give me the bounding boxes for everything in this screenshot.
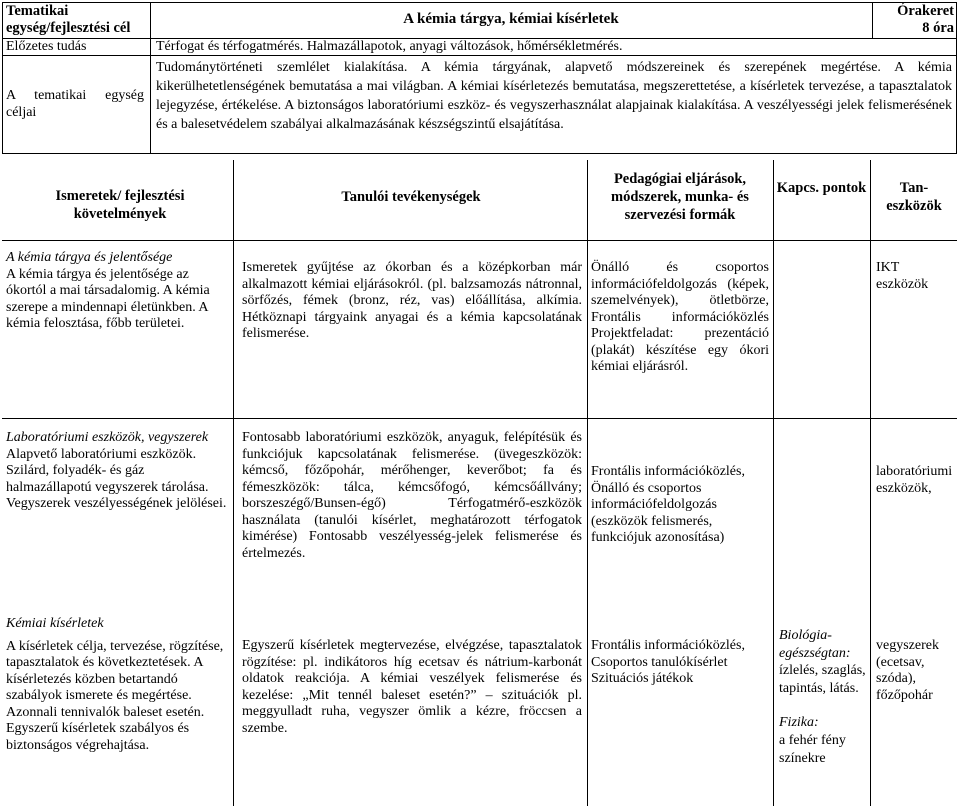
row3-knowledge-text: A kísérletek célja, tervezése, rögzítése, tapasztalatok és következtetések. A kísérletezés közben betartandó szabályok ismerete és megértése. Azonnali tennivalók baleset esetén. Egyszerű kísérletek szabályos és biztonságos végrehajtása. — [6, 638, 224, 753]
row3-methods: Frontális információközlés, Csoportos tanulókísérlet Szituációs játékok — [591, 638, 745, 686]
row3-title: Kémiai kísérletek — [6, 616, 104, 631]
row3-links — [779, 627, 867, 767]
col-divider-c — [773, 160, 774, 806]
right-border — [956, 2, 957, 154]
row1-bottom — [2, 418, 957, 419]
prior-label: Előzetes tudás — [6, 39, 87, 54]
row-divider-3 — [2, 153, 957, 154]
row3-activities: Egyszerű kísérletek megtervezése, elvégzése, tapasztalatok rögzítése: pl. indikátoros híg ecetsav és nátrium-karbonát oldatok reakciója. A kémiai veszélyek felismerése és kezelése: „Mit tennél baleset esetén?” – szituációk pl. meggyulladt ruha, vegyszer ömlik a kézre, fröccsen a szembe. — [242, 638, 582, 736]
col-header-activities: Tanulói tevékenységek — [341, 189, 481, 205]
row2-methods: Frontális információközlés, Önálló és csoportos információfeldolgozás (eszközök felismerés, funkciójuk azonosítása) — [591, 464, 745, 545]
row1-tools: IKT eszközök — [876, 260, 929, 292]
row1-knowledge — [6, 250, 231, 333]
row2-activities: Fontosabb laboratóriumi eszközök, anyaguk, felépítésük és funkciójuk kapcsolatának felismerése. (üvegeszközök: kémcső, főzőpohár, mérőhenger, keverőbot; fa és fémeszközök: tálca, kémcsőfogó, kémcsőállvány; borszeszégő/Bunsen-égő) Térfogatmérő-eszközök használata (tanulói kísérlet, meghatározott térfogatok kimérése) Fontosabb veszélyesség-jelek felismerése és értelmezés. — [242, 430, 582, 561]
left-border — [2, 2, 3, 154]
links-fiz-label: Fizika: — [779, 715, 819, 731]
row1-activities: Ismeretek gyűjtése az ókorban és a középkorban már alkalmazott kémiai eljárásokról. (pl. balzsamozás nátronnal, sörfőzés, fémek (bronz, réz, vas) előállítása, alkímia. Hétköznapi tárgyaink anyagai és a kémia kapcsolatának felismerése. — [242, 260, 582, 341]
goals-text: Tudománytörténeti szemlélet kialakítása. A kémia tárgyának, alapvető módszereinek és szerepének megértése. A kémia kikerülhetetlenségének bemutatása a mai világban. A kémiai kísérletezés bemutatása, megszerettetése, a kísérletek tervezése, a tapasztalatok lejegyzése, értékelése. A biztonságos laboratóriumi eszköz- és vegyszerhasználat alapjainak kialakítása. A veszélyességi jelek felismerésének és a balesetvédelem szabályai alkalmazásának készségszintű elsajátítása. — [156, 60, 952, 132]
row3-knowledge — [6, 616, 231, 754]
row1-methods: Önálló és csoportos információfeldolgozás (képek, szemelvények), ötletbörze, Frontális információközlés Projektfeladat: prezentáció (plakát) készítése egy ókori kémiai eljárásról. — [591, 260, 769, 374]
unit-title: A kémia tárgya, kémiai kísérletek — [403, 11, 619, 27]
row2-title: Laboratóriumi eszközök, vegyszerek — [6, 430, 209, 445]
prior-text: Térfogat és térfogatmérés. Halmazállapotok, anyagi változások, hőmérsékletmérés. — [156, 39, 623, 54]
row2-tools: laboratóriumi eszközök, — [876, 464, 953, 496]
hours-label: Órakeret — [897, 3, 954, 19]
col-header-links: Kapcs. pontok — [776, 180, 867, 196]
row3-tools: vegyszerek (ecetsav, szóda), főzőpohár — [876, 638, 939, 703]
col-divider-d — [870, 160, 871, 806]
header-row-bottom — [2, 240, 957, 241]
hours-value: 8 óra — [922, 20, 954, 36]
links-bio-label: Biológia-egészségtan: — [779, 628, 851, 661]
col-header-knowledge: Ismeretek/ fejlesztési követelmények — [55, 188, 185, 222]
label-title: Tematikai egység/fejlesztési cél — [6, 3, 131, 36]
links-bio-text: ízlelés, szaglás, tapintás, látás. — [779, 663, 866, 696]
col-divider-b — [587, 160, 588, 806]
col-header-methods: Pedagógiai eljárások, módszerek, munka- és szervezési formák — [611, 171, 749, 223]
row1-knowledge-text: A kémia tárgya és jelentősége az ókortól a mai társadalomig. A kémia szerepe a mindennapi életünkben. A kémia felosztása, főbb területei. — [6, 266, 210, 331]
row1-title: A kémia tárgya és jelentősége — [6, 250, 173, 265]
top-col-divider — [150, 2, 151, 154]
row2-knowledge — [6, 430, 231, 513]
goals-label: A tematikai egység céljai — [6, 88, 144, 120]
links-fiz-text: a fehér fény színekre — [779, 732, 846, 766]
row2-knowledge-text: Alapvető laboratóriumi eszközök. Szilárd, folyadék- és gáz halmazállapotú vegyszerek tárolása. Vegyszerek veszélyességének jelölései. — [6, 446, 227, 511]
col-divider-a — [233, 160, 234, 806]
col-header-tools: Tan-eszközök — [886, 180, 942, 214]
hours-divider — [872, 2, 873, 39]
